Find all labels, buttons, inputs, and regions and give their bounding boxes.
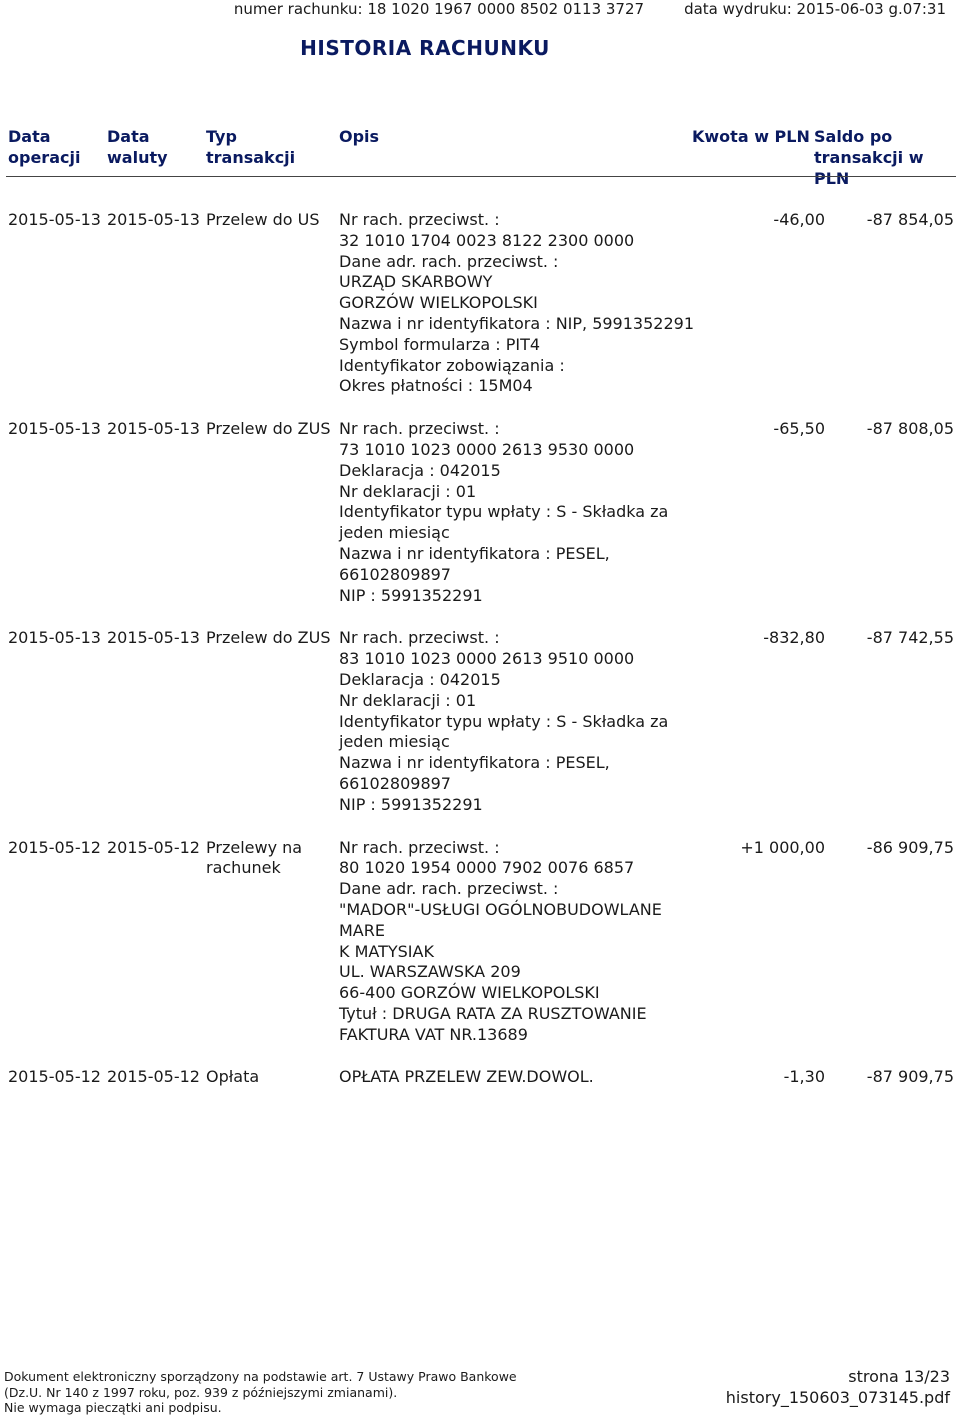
transaction-description xyxy=(339,419,699,606)
description-line: Nr rach. przeciwst. : xyxy=(339,210,500,229)
description-line: UL. WARSZAWSKA 209 xyxy=(339,962,521,982)
value-date: 2015-05-13 xyxy=(107,419,200,439)
description-line: Identyfikator zobowiązania : xyxy=(339,355,565,375)
description-line: URZĄD SKARBOWY xyxy=(339,272,493,292)
description-line: Identyfikator typu wpłaty : S - Składka za xyxy=(339,502,669,522)
transaction-description xyxy=(339,628,699,815)
description-line: 83 1010 1023 0000 2613 9510 0000 xyxy=(339,649,635,669)
description-line: 66102809897 xyxy=(339,773,451,793)
description-line: 66102809897 xyxy=(339,564,451,584)
transaction-description xyxy=(339,1067,699,1088)
page-info xyxy=(726,1366,950,1408)
table-row xyxy=(8,838,954,1046)
legal-line: (Dz.U. Nr 140 z 1997 roku, poz. 939 z późniejszymi zmianami). xyxy=(4,1384,398,1400)
description-line: NIP : 5991352291 xyxy=(339,585,483,605)
balance-after: -87 854,05 xyxy=(866,210,954,229)
balance-after: -87 909,75 xyxy=(866,1067,954,1087)
description-line: Dane adr. rach. przeciwst. : xyxy=(339,879,559,899)
description-line: Nr rach. przeciwst. : xyxy=(339,837,500,857)
value-date: 2015-05-13 xyxy=(107,628,200,648)
column-header-description: Opis xyxy=(339,127,380,146)
table-header xyxy=(8,126,954,188)
balance-after: -87 808,05 xyxy=(866,419,954,439)
description-line: Identyfikator typu wpłaty : S - Składka za xyxy=(339,711,669,731)
transaction-amount: -65,50 xyxy=(773,419,825,439)
column-header-date: Data operacji xyxy=(8,127,81,167)
transaction-type: Opłata xyxy=(206,1067,260,1087)
page-title: HISTORIA RACHUNKU xyxy=(300,36,550,60)
document-meta xyxy=(234,0,946,20)
description-line: Nazwa i nr identyfikatora : PESEL, xyxy=(339,543,610,563)
description-line: Nr deklaracji : 01 xyxy=(339,690,477,710)
table-row xyxy=(8,419,954,606)
transaction-amount: -46,00 xyxy=(773,210,825,229)
description-line: MARE xyxy=(339,920,385,940)
legal-line: Dokument elektroniczny sporządzony na podstawie art. 7 Ustawy Prawo Bankowe xyxy=(4,1369,517,1384)
description-line: K MATYSIAK xyxy=(339,941,434,961)
legal-line: Nie wymaga pieczątki ani podpisu. xyxy=(4,1400,222,1415)
page-number: strona 13/23 xyxy=(848,1367,950,1386)
transaction-type: Przelew do ZUS xyxy=(206,628,331,648)
description-line: Symbol formularza : PIT4 xyxy=(339,334,541,354)
header-divider xyxy=(6,176,956,177)
operation-date: 2015-05-12 xyxy=(8,1067,101,1087)
description-line: Nr rach. przeciwst. : xyxy=(339,628,500,648)
operation-date: 2015-05-13 xyxy=(8,419,101,439)
description-line: OPŁATA PRZELEW ZEW.DOWOL. xyxy=(339,1067,594,1087)
description-line: NIP : 5991352291 xyxy=(339,794,483,814)
description-line: "MADOR"-USŁUGI OGÓLNOBUDOWLANE xyxy=(339,899,662,919)
legal-notice xyxy=(4,1369,564,1416)
transaction-list xyxy=(8,210,954,1110)
transaction-amount: +1 000,00 xyxy=(740,837,825,857)
table-row xyxy=(8,1067,954,1088)
description-line: 66-400 GORZÓW WIELKOPOLSKI xyxy=(339,983,600,1003)
description-line: Okres płatności : 15M04 xyxy=(339,376,533,396)
column-header-type: Typ transakcji xyxy=(206,127,296,167)
value-date: 2015-05-12 xyxy=(107,1067,200,1087)
transaction-amount: -1,30 xyxy=(783,1067,825,1087)
description-line: jeden miesiąc xyxy=(339,732,450,752)
operation-date: 2015-05-12 xyxy=(8,837,101,857)
description-line: FAKTURA VAT NR.13689 xyxy=(339,1024,528,1044)
description-line: Tytuł : DRUGA RATA ZA RUSZTOWANIE xyxy=(339,1003,647,1023)
description-line: Nazwa i nr identyfikatora : PESEL, xyxy=(339,753,610,773)
description-line: Deklaracja : 042015 xyxy=(339,669,501,689)
column-header-amount: Kwota w PLN xyxy=(692,127,810,146)
transaction-description xyxy=(339,210,699,397)
table-row xyxy=(8,628,954,815)
description-line: Nr deklaracji : 01 xyxy=(339,481,477,501)
operation-date: 2015-05-13 xyxy=(8,210,101,229)
description-line: 73 1010 1023 0000 2613 9530 0000 xyxy=(339,439,635,459)
value-date: 2015-05-13 xyxy=(107,210,200,229)
column-header-balance: Saldo po transakcji w PLN xyxy=(814,127,924,188)
description-line: Dane adr. rach. przeciwst. : xyxy=(339,251,559,271)
balance-after: -86 909,75 xyxy=(866,837,954,857)
operation-date: 2015-05-13 xyxy=(8,628,101,648)
transaction-description xyxy=(339,838,699,1046)
description-line: 32 1010 1704 0023 8122 2300 0000 xyxy=(339,230,635,250)
transaction-type: Przelew do US xyxy=(206,210,320,229)
balance-after: -87 742,55 xyxy=(866,628,954,648)
description-line: jeden miesiąc xyxy=(339,523,450,543)
print-date: data wydruku: 2015-06-03 g.07:31 xyxy=(684,0,946,18)
column-header-value-date: Data waluty xyxy=(107,127,168,167)
account-number: numer rachunku: 18 1020 1967 0000 8502 0113 3727 xyxy=(233,0,645,18)
description-line: Nr rach. przeciwst. : xyxy=(339,419,500,439)
value-date: 2015-05-12 xyxy=(107,837,200,857)
description-line: 80 1020 1954 0000 7902 0076 6857 xyxy=(339,858,635,878)
file-name: history_150603_073145.pdf xyxy=(725,1388,950,1407)
table-row xyxy=(8,210,954,397)
transaction-type: Przelew do ZUS xyxy=(206,419,331,439)
transaction-type: Przelewy na rachunek xyxy=(206,837,303,878)
description-line: GORZÓW WIELKOPOLSKI xyxy=(339,293,538,313)
description-line: Nazwa i nr identyfikatora : NIP, 5991352291 xyxy=(339,313,694,333)
transaction-amount: -832,80 xyxy=(763,628,825,648)
description-line: Deklaracja : 042015 xyxy=(339,460,501,480)
